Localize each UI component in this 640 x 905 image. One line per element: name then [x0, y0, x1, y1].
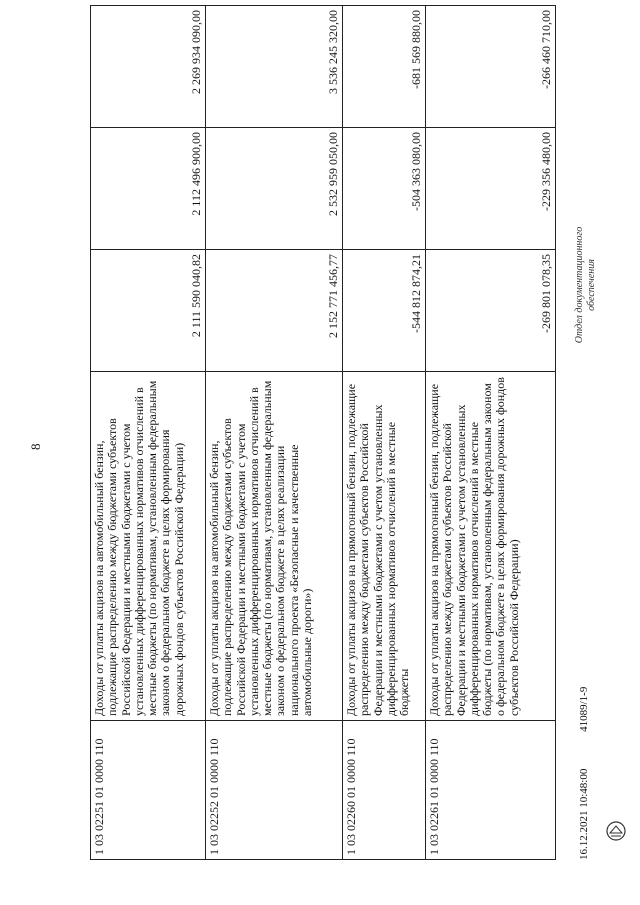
amount-year-2: 2 112 496 900,00: [91, 128, 206, 250]
table-row: [426, 6, 556, 860]
table-row: [206, 6, 343, 860]
amount-year-2: -504 363 080,00: [343, 128, 426, 250]
stamp-timestamp: 16.12.2021 10:48:00: [578, 768, 590, 860]
amount-year-3: 2 269 934 090,00: [91, 6, 206, 128]
amount-year-1: -544 812 874,21: [343, 250, 426, 372]
budget-code: 1 03 02252 01 0000 110: [206, 721, 343, 860]
department-label: Отдел документационного обеспечения: [574, 226, 597, 344]
income-description: Доходы от уплаты акцизов на автомобильный бензин, подлежащие распределению между бюджетами субъектов Российской Федерации и местными бюджетами с учетом установленных дифференцированных нормативов отчислений в местные бюджеты (по нормативам, установленным федеральным законом о федеральном бюджете в целях формирования дорожных фондов субъектов Российской Федерации): [91, 372, 206, 721]
rotated-document: [90, 10, 597, 860]
table-row: [343, 6, 426, 860]
budget-code: 1 03 02251 01 0000 110: [91, 721, 206, 860]
income-description: Доходы от уплаты акцизов на автомобильный бензин, подлежащие распределению между бюджетами субъектов Российской Федерации и местными бюджетами с учетом установленных дифференцированных нормативов отчислений в местные бюджеты (по нормативам, установленным федеральным законом о федеральном бюджете в целях реализации национального проекта «Безопасные и качественные автомобильные дороги»): [206, 372, 343, 721]
amount-year-2: 2 532 959 050,00: [206, 128, 343, 250]
amount-year-1: -269 801 078,35: [426, 250, 556, 372]
registry-logo-icon: [605, 820, 627, 842]
amount-year-3: -681 569 880,00: [343, 6, 426, 128]
income-description: Доходы от уплаты акцизов на прямогонный бензин, подлежащие распределению между бюджетами субъектов Российской Федерации и местными бюджетами с учетом установленных дифференцированных нормативов отчислений в местные бюджеты: [343, 372, 426, 721]
table-row: [91, 6, 206, 860]
budget-code: 1 03 02260 01 0000 110: [343, 721, 426, 860]
amount-year-3: -266 460 710,00: [426, 6, 556, 128]
amount-year-2: -229 356 480,00: [426, 128, 556, 250]
document-stamp: [578, 653, 590, 860]
budget-table: [90, 5, 556, 860]
amount-year-1: 2 111 590 040,82: [91, 250, 206, 372]
budget-code: 1 03 02261 01 0000 110: [426, 721, 556, 860]
page-number: 8: [28, 443, 43, 450]
income-description: Доходы от уплаты акцизов на прямогонный бензин, подлежащие распределению между бюджетами субъектов Российской Федерации и местными бюджетами с учетом установленных дифференцированных нормативов отчислений в местные бюджеты (по нормативам, установленным федеральным законом о федеральном бюджете в целях формирования дорожных фондов субъектов Российской Федерации): [426, 372, 556, 721]
stamp-doc-id: 41089/1-9: [578, 686, 590, 732]
amount-year-1: 2 152 771 456,77: [206, 250, 343, 372]
amount-year-3: 3 536 245 320,00: [206, 6, 343, 128]
